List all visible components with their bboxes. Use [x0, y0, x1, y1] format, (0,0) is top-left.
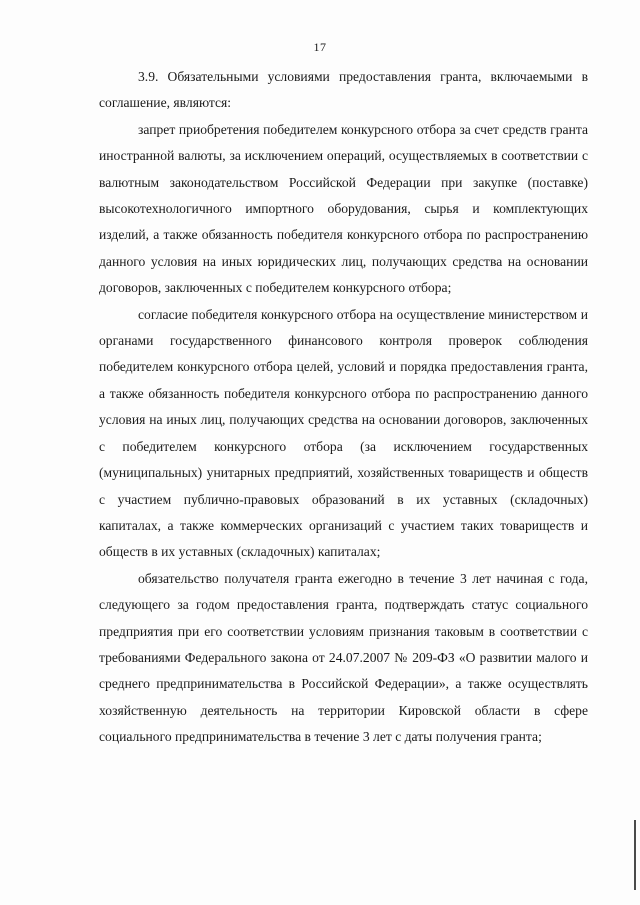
document-body [99, 64, 588, 751]
page-number: 17 [313, 40, 327, 54]
paragraph-social-enterprise-obligation: обязательство получателя гранта ежегодно в течение 3 лет начиная с года, следующего за годом предоставления гранта, подтверждать статус социального предприятия при его соответствии условиям признания таковым в соответствии с требованиями Федерального закона от 24.07.2007 № 209-ФЗ «О развитии малого и среднего предпринимательства в Российской Федерации», а также осуществлять хозяйственную деятельность на территории Кировской области в сфере социального предпринимательства в течение 3 лет с даты получения гранта; [99, 570, 588, 745]
paragraph-inspection-consent: согласие победителя конкурсного отбора на осуществление министерством и органами государственного финансового контроля проверок соблюдения победителем конкурсного отбора целей, условий и порядка предоставления гранта, а также обязанность победителя конкурсного отбора по распространению данного условия на иных лиц, получающих средства на основании договоров, заключенных с победителем конкурсного отбора (за исключением государственных (муниципальных) унитарных предприятий, хозяйственных товариществ и обществ с участием публично-правовых образований в их уставных (складочных) капиталах, а также коммерческих организаций с участием таких товариществ и обществ в их уставных (складочных) капиталах; [99, 306, 588, 560]
scan-edge-mark [634, 820, 636, 890]
paragraph-3-9-heading: 3.9. Обязательными условиями предоставления гранта, включаемыми в соглашение, являются: [99, 69, 588, 111]
paragraph-currency-ban: запрет приобретения победителем конкурсного отбора за счет средств гранта иностранной валюты, за исключением операций, осуществляемых в соответствии с валютным законодательством Российской Федерации при закупке (поставке) высокотехнологичного импортного оборудования, сырья и комплектующих изделий, а также обязанность победителя конкурсного отбора по распространению данного условия на иных юридических лиц, получающих средства на основании договоров, заключенных с победителем конкурсного отбора; [99, 121, 588, 296]
